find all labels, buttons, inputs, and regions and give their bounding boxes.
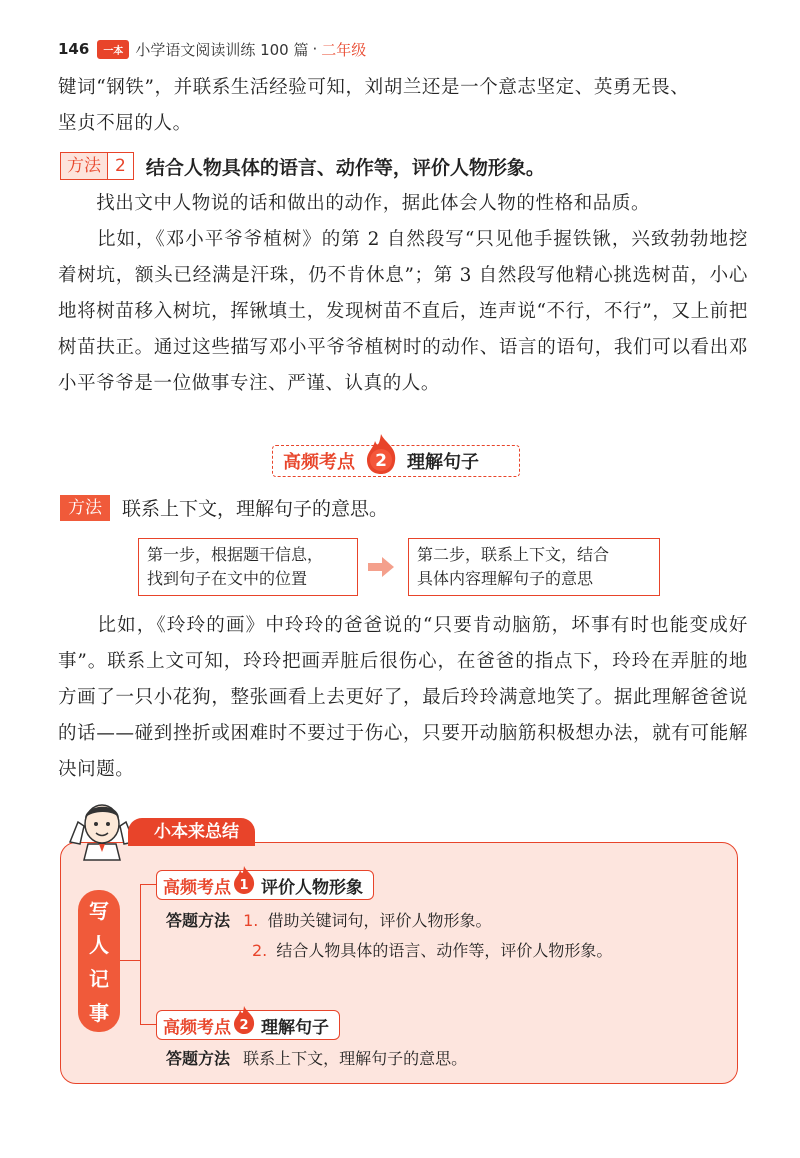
item-text: 借助关键词句，评价人物形象。	[267, 911, 492, 930]
body-paragraph: 比如，《邓小平爷爷植树》的第 2 自然段写“只见他手握铁锹，兴致勃勃地挖着树坑，额头已经满是汗珠，仍不肯休息”；第 3 自然段写他精心挑选树苗，小心地将树苗移入树坑，挥锹填土，发现树苗不直后，连声说“不行，不行”，又上前把树苗扶正。通过这些描写邓小平爷爷植树时的动作、语言的语句，我们可以看出邓小平爷爷是一位做事专注、严谨、认真的人。	[58, 229, 748, 394]
flame-icon	[231, 865, 257, 895]
kp-title: 评价人物形象	[261, 877, 363, 898]
step-2-line: 具体内容理解句子的意思	[417, 569, 594, 588]
title-separator: ·	[312, 40, 318, 58]
category-char: 写	[89, 899, 109, 923]
body-paragraph: 找出文中人物说的话和做出的动作，据此体会人物的性格和品质。	[58, 193, 651, 214]
kp-prefix: 高频考点	[163, 877, 231, 898]
flame-icon	[361, 433, 401, 475]
flame-icon	[231, 1005, 257, 1035]
section-title: 理解句子	[407, 452, 479, 473]
method-tag: 方法	[60, 495, 110, 521]
kp1-method-line	[252, 938, 612, 961]
body-paragraph: 比如，《玲玲的画》中玲玲的爸爸说的“只要肯动脑筋，坏事有时也能变成好事”。联系上文可知，玲玲把画弄脏后很伤心，在爸爸的指点下，玲玲在弄脏的地方画了一只小花狗，整张画看上去更好了，最后玲玲满意地笑了。据此理解爸爸说的话——碰到挫折或困难时不要过于伤心，只要开动脑筋积极想办法，就有可能解决问题。	[58, 615, 748, 780]
method-number: 2	[107, 153, 133, 179]
step-1-line: 找到句子在文中的位置	[147, 569, 308, 588]
category-char: 人	[89, 933, 109, 957]
item-number: 2.	[252, 941, 268, 960]
book-title: 小学语文阅读训练 100 篇	[135, 40, 309, 59]
step-2-box	[408, 538, 660, 596]
example-paragraph	[58, 608, 748, 788]
category-char: 记	[89, 967, 109, 991]
step-1-box	[138, 538, 358, 596]
method-heading: 联系上下文，理解句子的意思。	[122, 498, 389, 520]
method-understand-header	[60, 494, 388, 521]
grade-label: 二年级	[321, 40, 367, 59]
section-badge	[272, 445, 520, 477]
kp-title: 理解句子	[261, 1017, 329, 1038]
category-label	[78, 890, 120, 1032]
tree-connector	[120, 960, 140, 961]
key-point-1	[156, 870, 374, 900]
method-tag-text: 方法	[67, 156, 101, 176]
item-text: 联系上下文，理解句子的意思。	[243, 1049, 468, 1068]
intro-line: 坚贞不屈的人。	[58, 113, 192, 134]
step-2-line: 第二步，联系上下文，结合	[417, 545, 610, 564]
step-1-line: 第一步，根据题干信息，	[147, 545, 324, 564]
kp-prefix: 高频考点	[163, 1017, 231, 1038]
item-text: 结合人物具体的语言、动作等，评价人物形象。	[276, 941, 613, 960]
kp-number: 1	[239, 878, 249, 893]
method-2-header	[60, 152, 545, 180]
answer-method-label: 答题方法	[166, 911, 231, 930]
intro-paragraph	[58, 70, 748, 142]
page-number: 146	[58, 40, 90, 58]
summary-tab: 小本来总结	[128, 818, 255, 846]
kp-number: 2	[239, 1018, 249, 1033]
intro-line: 键词“钢铁”，并联系生活经验可知，刘胡兰还是一个意志坚定、英勇无畏、	[58, 77, 690, 98]
section-number: 2	[375, 451, 387, 471]
tree-connector	[140, 884, 141, 1024]
section-prefix: 高频考点	[283, 452, 355, 473]
page-header	[58, 38, 366, 60]
kp2-method-line	[166, 1046, 467, 1069]
method-2-body	[58, 186, 748, 402]
key-point-2	[156, 1010, 340, 1040]
item-number: 1.	[243, 911, 259, 930]
method-tag	[60, 152, 134, 180]
kp1-method-line	[166, 908, 491, 931]
category-char: 事	[89, 1001, 109, 1025]
arrow-right-icon	[366, 556, 396, 582]
brand-logo: 一本	[97, 40, 129, 59]
answer-method-label: 答题方法	[166, 1049, 231, 1068]
method-heading: 结合人物具体的语言、动作等，评价人物形象。	[145, 156, 545, 179]
